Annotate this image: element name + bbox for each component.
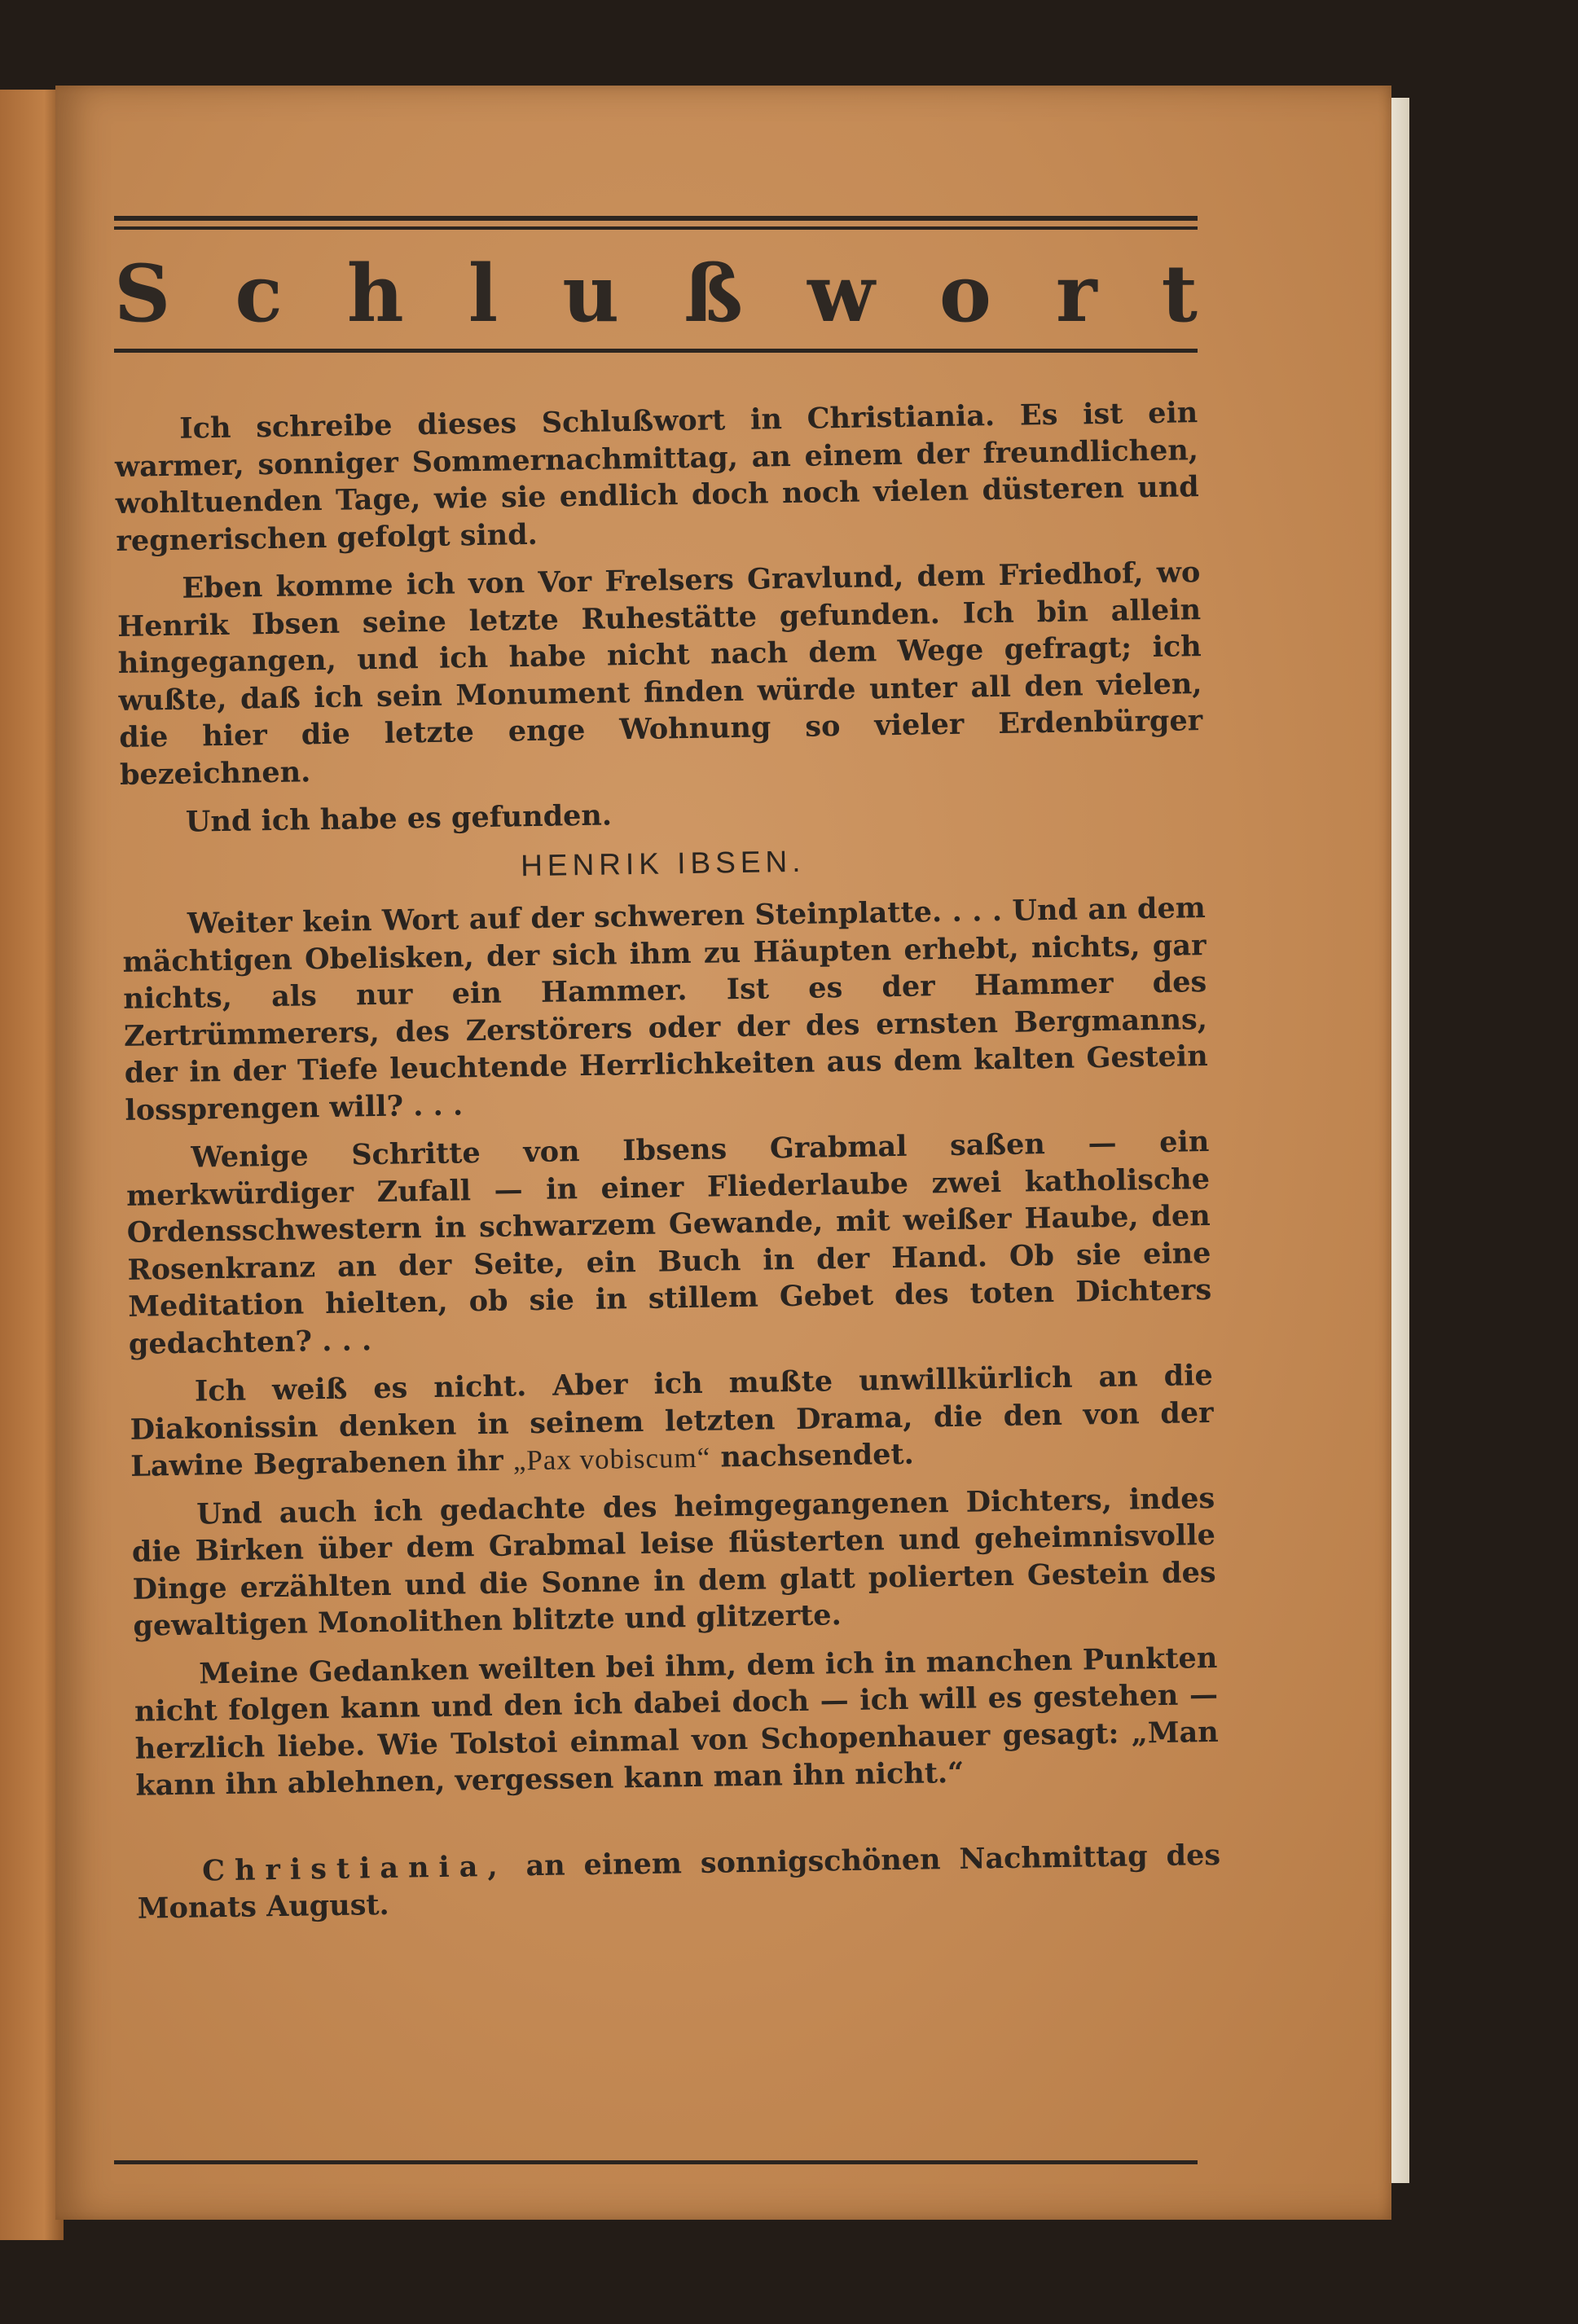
body-text <box>114 394 1221 1939</box>
page-title <box>114 244 1198 342</box>
closing-signature <box>137 1836 1221 1927</box>
title-letter: t <box>1161 247 1198 340</box>
paragraph <box>130 1357 1215 1485</box>
paragraph-text: nachsendet. <box>710 1437 915 1474</box>
paragraph-text: Ich weiß es nicht. Aber ich mußte unwillkürlich an die Diakonissin denken in seinem letzten Drama, die den von der Lawine Begrabenen ihr <box>130 1358 1214 1483</box>
title-letter: ß <box>684 247 744 340</box>
latin-quote: „Pax vobiscum“ <box>512 1441 711 1477</box>
paragraph: Und auch ich gedachte des heimgegangenen Dichters, indes die Birken über dem Grabmal leise flüsterten und geheimnisvolle Dinge erzählten und die Sonne in dem glatt polierten Gestein des gewaltigen Monolithen blitzte und glitzerte. <box>131 1481 1216 1643</box>
previous-page-edge <box>0 90 64 2240</box>
title-letter: u <box>562 247 620 340</box>
paragraph: Wenige Schritte von Ibsens Grabmal saßen — ein merkwürdiger Zufall — in einer Fliederlaube zwei katholische Ordensschwestern in schwarzem Gewande, mit weißer Haube, den Rosenkranz an der Seite, ein Buch in der Hand. Ob sie eine Meditation hielten, ob sie in stillem Gebet des toten Dichters gedachten? . . . <box>125 1124 1212 1361</box>
title-letter: h <box>346 247 404 340</box>
signature-place: Christiania, <box>201 1849 508 1888</box>
paragraph: Ich schreibe dieses Schlußwort in Christiania. Es ist ein warmer, sonniger Sommernachmittag, an einem der freundlichen, wohltuenden Tage, wie sie endlich doch noch vielen düsteren und regnerischen gefolgt sind. <box>114 396 1199 558</box>
top-double-rule <box>114 216 1198 221</box>
paragraph: Weiter kein Wort auf der schweren Steinplatte. . . . Und an dem mächtigen Obelisken, der sich ihm zu Häupten erhebt, nichts, gar nichts, als nur ein Hammer. Ist es der Hammer des Zertrümmerers, des Zerstörers oder der des ernsten Bergmanns, der in der Tiefe leuchtende Herrlichkeiten aus dem kalten Gestein lossprengen will? . . . <box>122 891 1208 1127</box>
signature-text: an einem sonnigschönen Nachmittag des Monats August. <box>137 1838 1221 1926</box>
title-letter: w <box>807 247 875 340</box>
title-letter: S <box>114 247 171 340</box>
title-letter: r <box>1055 247 1097 340</box>
bottom-rule <box>114 2160 1198 2164</box>
paragraph: Und ich habe es gefunden. <box>185 798 613 839</box>
paragraph: Eben komme ich von Vor Frelsers Gravlund, dem Friedhof, wo Henrik Ibsen seine letzte Ruhestätte gefunden. Ich bin allein hingegangen, und ich habe nicht nach dem Wege gefragt; ich wußte, daß ich sein Monument finden würde unter all den vielen, die hier die letzte enge Wohnung so vieler Erdenbürger bezeichnen. <box>116 556 1203 792</box>
paragraph: Meine Gedanken weilten bei ihm, dem ich in manchen Punkten nicht folgen kann und den ich dabei doch — ich will es gestehen — herzlich liebe. Wie Tolstoi einmal von Schopenhauer gesagt: „Man kann ihn ablehnen, vergessen kann man ihn nicht.“ <box>134 1641 1219 1803</box>
author-inscription: HENRIK IBSEN. <box>520 844 806 882</box>
title-letter: l <box>468 247 499 340</box>
top-double-rule-lower <box>114 226 1198 230</box>
title-underline-rule <box>114 349 1198 353</box>
title-letter: c <box>235 247 283 340</box>
title-letter: o <box>938 247 991 340</box>
